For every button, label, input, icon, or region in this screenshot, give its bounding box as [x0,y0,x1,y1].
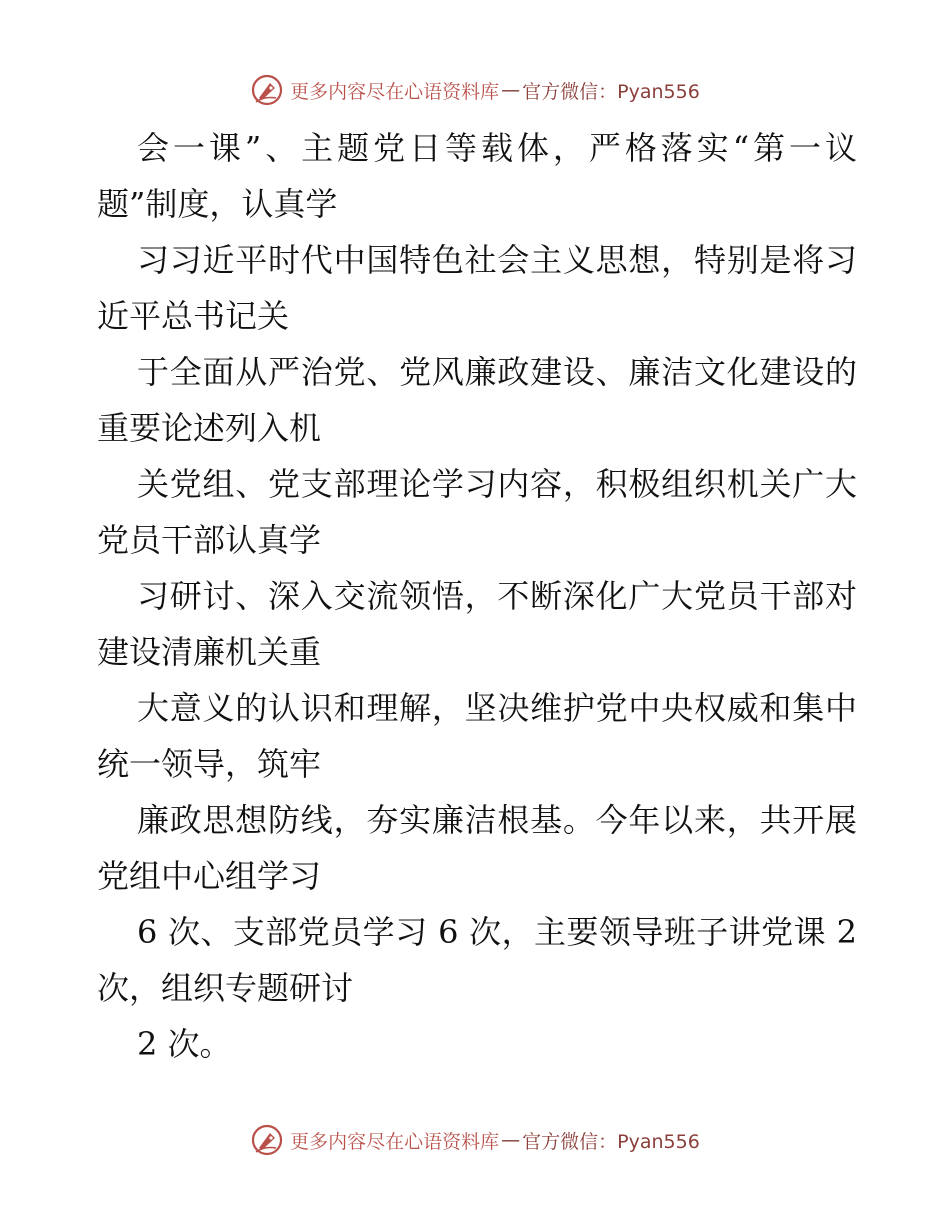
paragraph: 2 次。 [137,1025,232,1063]
paragraph: 廉政思想防线，夯实廉洁根基。今年以来，共开展党组中心组学习 [97,801,857,895]
paragraph: 大意义的认识和理解，坚决维护党中央权威和集中统一领导，筑牢 [97,689,857,783]
paragraph: 会一课”、主题党日等载体，严格落实“第一议题”制度，认真学 [97,129,857,223]
paragraph: 于全面从严治党、党风廉政建设、廉洁文化建设的重要论述列入机 [97,353,857,447]
header-site-text: 更多内容尽在心语资料库 [290,80,500,103]
paragraph: 6 次、支部党员学习 6 次，主要领导班子讲党课 2 次，组织专题研讨 [97,913,857,1007]
pen-nib-logo-icon [250,1123,284,1157]
header-watermark-banner [0,70,950,110]
footer-watermark-banner [0,1120,950,1160]
paragraph: 习研讨、深入交流领悟，不断深化广大党员干部对建设清廉机关重 [97,577,857,671]
header-contact-text: 官方微信：Pyan556 [522,80,700,103]
paragraph: 关党组、党支部理论学习内容，积极组织机关广大党员干部认真学 [97,465,857,559]
header-dash: — [501,79,521,101]
footer-contact-text: 官方微信：Pyan556 [522,1130,700,1153]
paragraph: 习习近平时代中国特色社会主义思想，特别是将习近平总书记关 [97,241,857,335]
document-body [97,120,857,1072]
pen-nib-logo-icon [250,73,284,107]
footer-site-text: 更多内容尽在心语资料库 [290,1130,500,1153]
footer-dash: — [501,1129,521,1151]
